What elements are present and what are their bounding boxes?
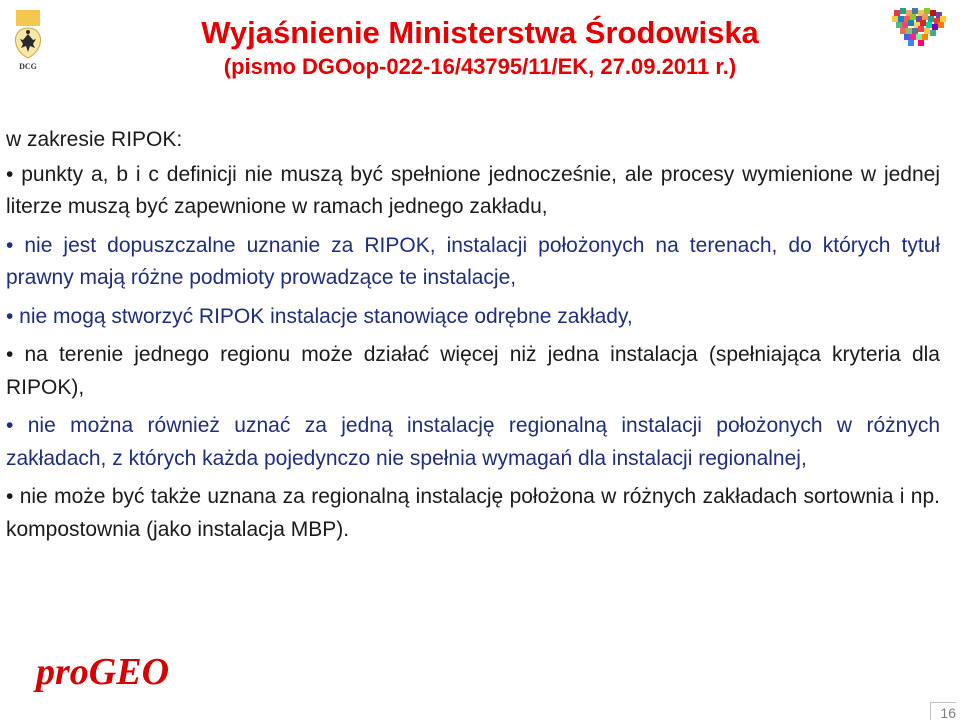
svg-text:DCG: DCG bbox=[19, 62, 37, 71]
content-body bbox=[6, 124, 940, 546]
bullet-point-3: • nie mogą stworzyć RIPOK instalacje stanowiące odrębne zakłady, bbox=[6, 304, 633, 328]
bullet-point-2: • nie jest dopuszczalne uznanie za RIPOK, instalacji położonych na terenach, do których tytuł prawny mają różne podmioty prowadzące te instalacje, bbox=[6, 233, 940, 289]
bullet-point-4: • na terenie jednego regionu może działać więcej niż jedna instalacja (spełniająca kryteria dla RIPOK), bbox=[6, 343, 940, 399]
bullet-point-5: • nie można również uznać za jedną instalację regionalną instalacji położonych w różnych zakładach, z których każda pojedynczo nie spełnia wymagań dla instalacji regionalnej, bbox=[6, 414, 940, 470]
colorful-mosaic-map-icon bbox=[890, 6, 952, 50]
page-number: 16 bbox=[940, 705, 956, 721]
mosaic-logo bbox=[890, 6, 952, 50]
bullet-point-1: • punkty a, b i c definicji nie muszą być spełnione jednocześnie, ale procesy wymienione w jednej literze muszą być zapewnione w ramach jednego zakładu, bbox=[6, 162, 940, 218]
bullet-point-6: • nie może być także uznana za regionalną instalację położona w różnych zakładach sortownia i np. kompostownia (jako instalacja MBP). bbox=[6, 485, 940, 541]
page-title: Wyjaśnienie Ministerstwa Środowiska bbox=[201, 15, 759, 50]
progeo-brand: proGEO bbox=[36, 651, 170, 693]
page-subtitle: (pismo DGOop-022-16/43795/11/EK, 27.09.2011 r.) bbox=[223, 54, 737, 79]
intro-paragraph: w zakresie RIPOK: bbox=[6, 128, 183, 151]
